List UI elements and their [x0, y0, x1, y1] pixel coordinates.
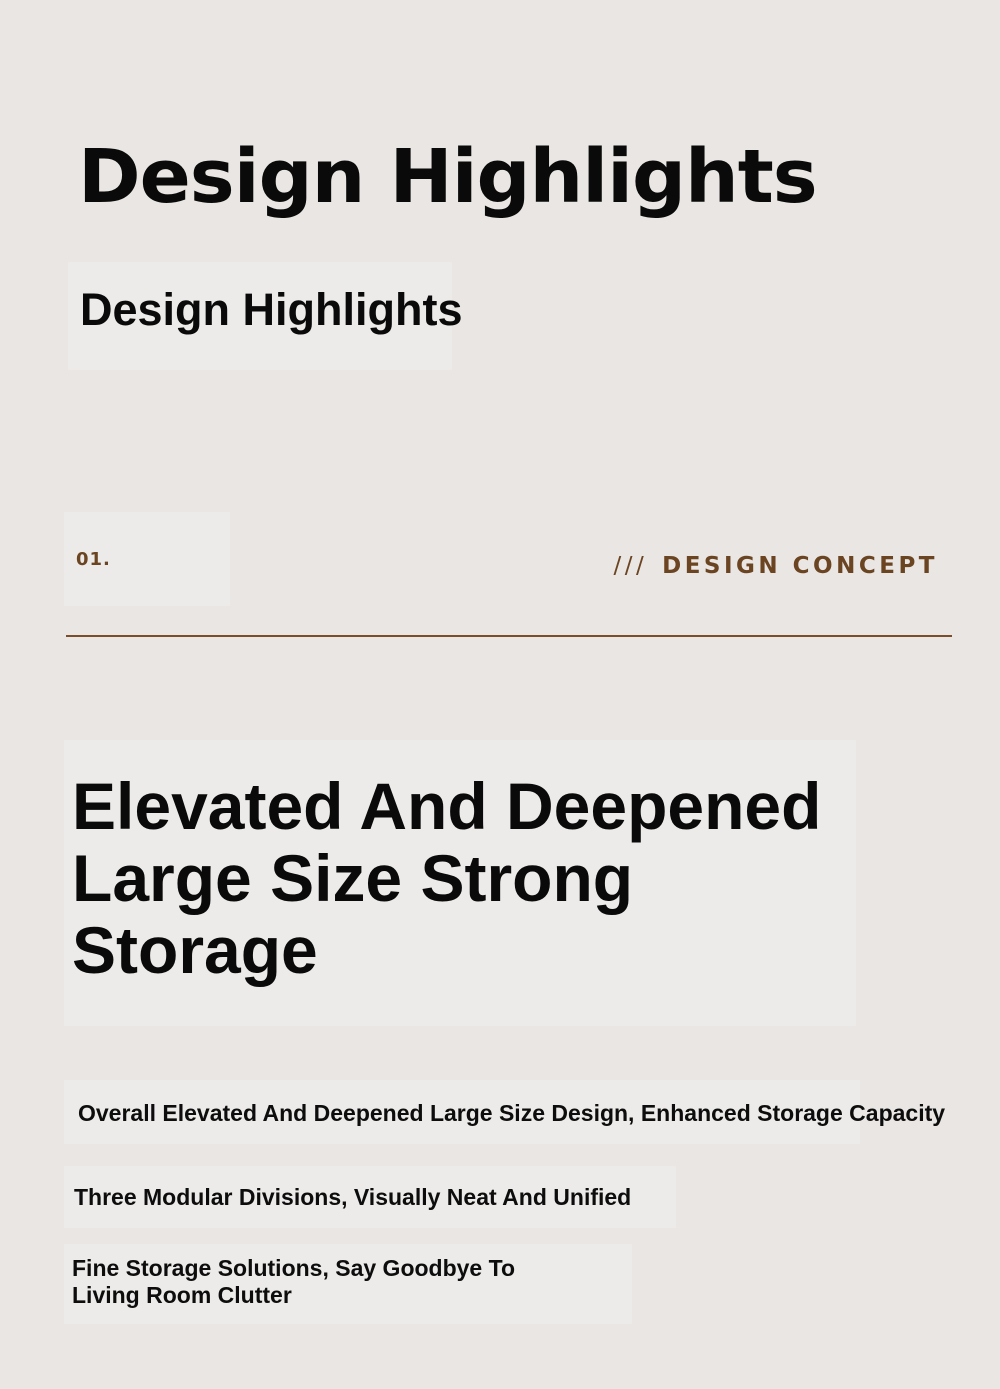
page-title: Design Highlights: [78, 134, 817, 220]
feature-item: Overall Elevated And Deepened Large Size Design, Enhanced Storage Capacity: [78, 1100, 946, 1126]
feature-headline: Elevated And Deepened Large Size Strong Storage: [72, 769, 822, 987]
feature-item: Three Modular Divisions, Visually Neat And Unified: [74, 1184, 632, 1210]
section-number: 01.: [76, 549, 111, 570]
feature-item: Fine Storage Solutions, Say Goodbye To Living Room Clutter: [72, 1255, 516, 1308]
section-tag: [614, 553, 938, 579]
section-tag-prefix: ///: [613, 553, 648, 579]
section-divider: [66, 635, 952, 637]
page-subtitle: Design Highlights: [80, 284, 463, 335]
section-tag-label: DESIGN CONCEPT: [662, 553, 938, 579]
